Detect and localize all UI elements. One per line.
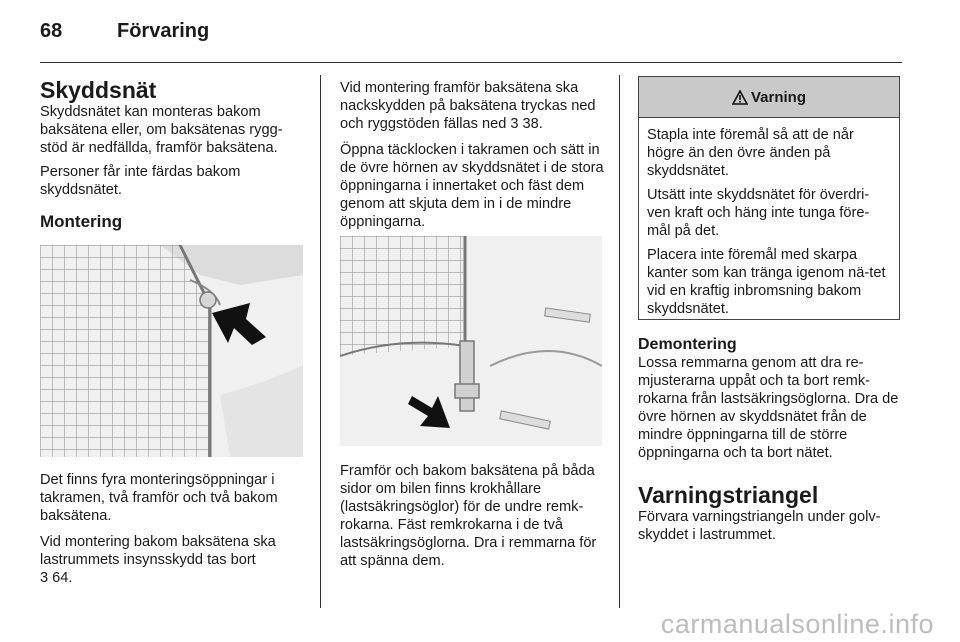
paragraph: Skyddsnätet kan monteras bakom baksätena eller, om baksätenas rygg-stöd är nedfällda, framför baksätena. [40, 104, 283, 156]
warning-text: Stapla inte föremål så att de når högre än den övre änden på skyddsnätet. [647, 127, 854, 179]
watermark: carmanualsonline.info [660, 609, 934, 639]
warning-header [639, 77, 899, 118]
warning-text: Placera inte föremål med skarpa kanter som kan tränga igenom nä-tet vid en kraftig inbromsning bakom skyddsnätet. [647, 247, 886, 317]
section-heading-varningstriangel: Varningstriangel [638, 482, 819, 508]
paragraph: Förvara varningstriangeln under golv-skyddet i lastrummet. [638, 509, 881, 543]
header-divider [40, 62, 902, 63]
section-heading: Skyddsnät [40, 77, 157, 103]
page-header [40, 20, 920, 46]
column-divider [619, 75, 620, 608]
column-divider [320, 75, 321, 608]
paragraph-text: Vid montering bakom baksätena ska lastrummets insynsskydd tas bort [40, 534, 276, 568]
warning-title: Varning [750, 88, 806, 106]
paragraph: Lossa remmarna genom att dra re-mjusterarna uppåt och ta bort remk-rokarna från lastsäkringsöglorna. Dra de övre hörnen av skyddsnätet från de mindre öppningarna till de större öppningarna och ta bort nätet. [638, 355, 899, 461]
column-middle [340, 79, 606, 239]
warning-body [639, 118, 899, 318]
column-middle-lower [340, 462, 606, 578]
warning-box [638, 76, 900, 320]
paragraph: Personer får inte färdas bakom skyddsnätet. [40, 164, 241, 198]
page-reference[interactable]: 3 64. [40, 570, 73, 586]
paragraph: Framför och bakom baksätena på båda sidor om bilen finns krokhållare (lastsäkringsöglor) för de undre remk-rokarna. Fäst remkrokarna i de två lastsäkringsöglorna. Dra i remmarna för att spänna dem. [340, 463, 597, 569]
column-left-lower [40, 471, 308, 595]
section-title: Förvaring [117, 20, 210, 42]
column-left [40, 77, 308, 245]
warning-triangle-icon [732, 90, 748, 105]
paragraph: Vid montering framför baksätena ska nackskydden på baksätena tryckas ned och ryggstöden fällas ned 3 38. [340, 80, 596, 132]
illustration-net-mounting [40, 245, 303, 457]
warning-text: Utsätt inte skyddsnätet för överdri-ven kraft och häng inte tunga före-mål på det. [647, 187, 870, 239]
illustration-hook-mounting [340, 236, 602, 446]
subheading-demontering: Demontering [638, 336, 737, 353]
page-number: 68 [40, 20, 63, 42]
subheading: Montering [40, 212, 123, 231]
column-right [638, 336, 902, 552]
paragraph: Det finns fyra monteringsöppningar i takramen, två framför och två bakom baksätena. [40, 472, 278, 524]
paragraph [40, 533, 308, 587]
paragraph: Öppna täcklocken i takramen och sätt in de övre hörnen av skyddsnätet i de stora öppningarna i innertaket och fäst dem genom att skjuta dem in i de mindre öppningarna. [340, 142, 604, 230]
